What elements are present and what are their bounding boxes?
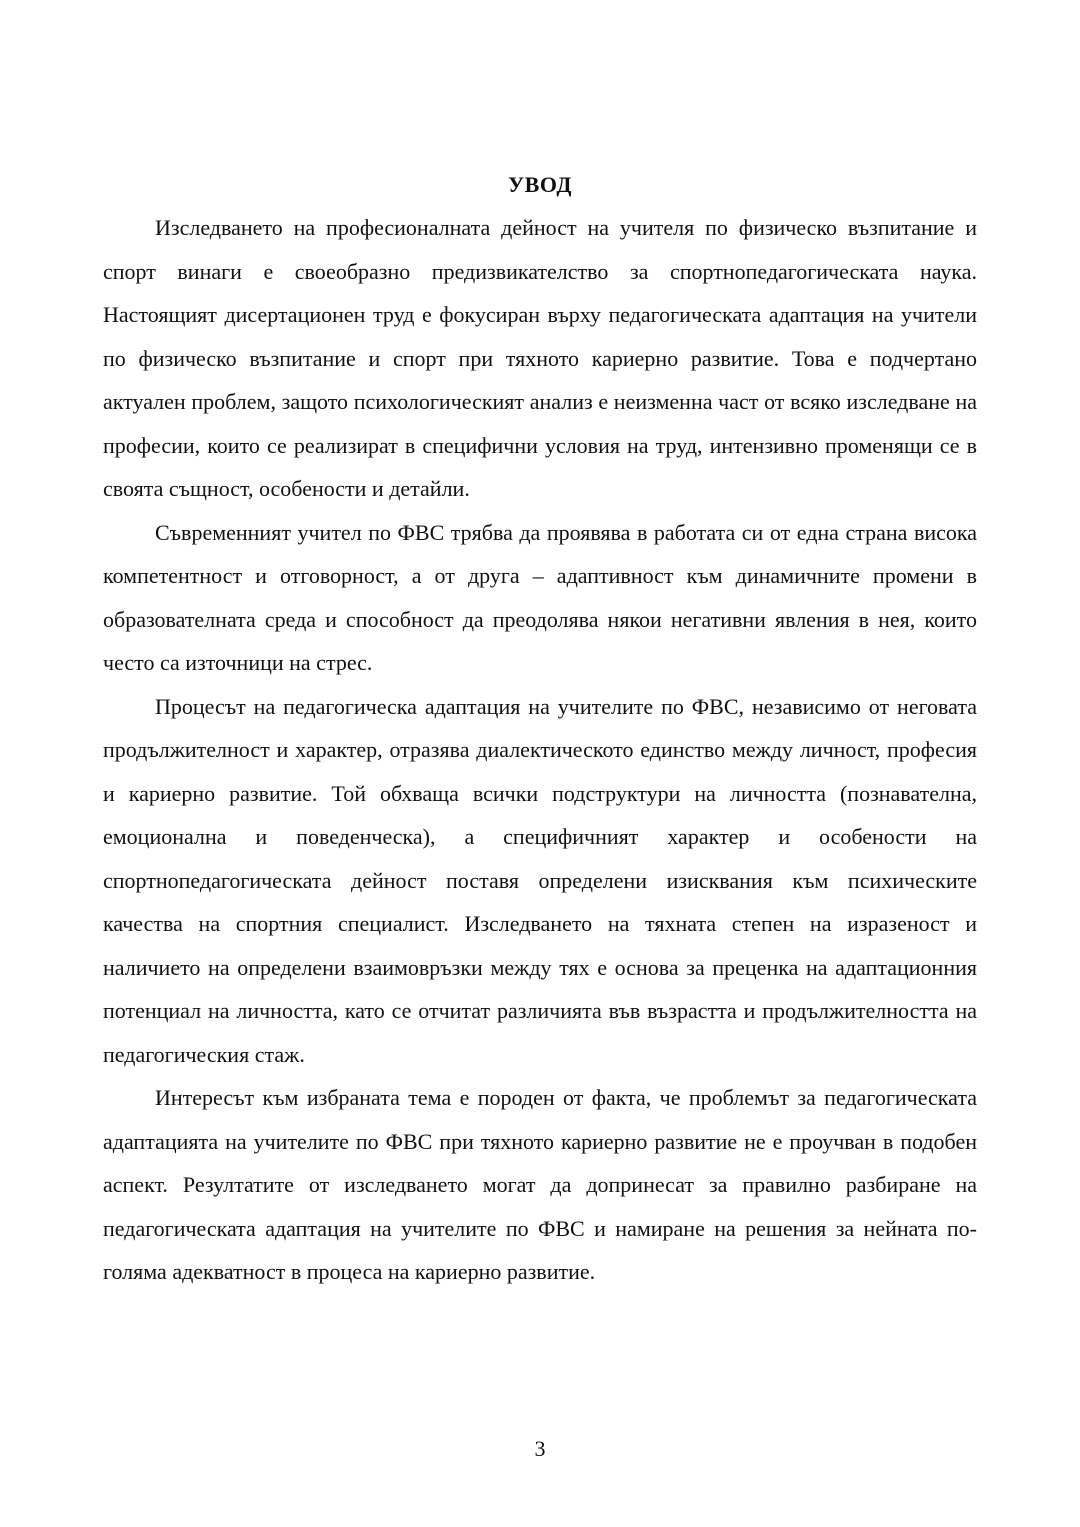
- page-number: 3: [534, 1436, 546, 1461]
- body-text: [103, 206, 977, 1294]
- paragraph: Съвременният учител по ФВС трябва да проявява в работата си от една страна висока компетентност и отговорност, а от друга – адаптивност към динамичните промени в образователната среда и способност да преодолява някои негативни явления в нея, които често са източници на стрес.: [103, 519, 977, 675]
- section-heading: УВОД: [508, 172, 572, 197]
- paragraph: Изследването на професионалната дейност на учителя по физическо възпитание и спорт винаги е своеобразно предизвикателство за спортнопедагогическата наука. Настоящият дисертационен труд е фокусиран върху педагогическата адаптация на учители по физическо възпитание и спорт при тяхното кариерно развитие. Това е подчертано актуален проблем, защото психологическият анализ е неизменна част от всяко изследване на професии, които се реализират в специфични условия на труд, интензивно променящи се в своята същност, особености и детайли.: [103, 215, 977, 501]
- paragraph: Интересът към избраната тема е породен от факта, че проблемът за педагогическата адаптацията на учителите по ФВС при тяхното кариерно развитие не е проучван в подобен аспект. Резултатите от изследването могат да допринесат за правилно разбиране на педагогическата адаптация на учителите по ФВС и намиране на решения за нейната по-голяма адекватност в процеса на кариерно развитие.: [103, 1085, 977, 1284]
- paragraph: Процесът на педагогическа адаптация на учителите по ФВС, независимо от неговата продължителност и характер, отразява диалектическото единство между личност, професия и кариерно развитие. Той обхваща всички подструктури на личността (познавателна, емоционална и поведенческа), а специфичният характер и особености на спортнопедагогическата дейност поставя определени изисквания към психическите качества на спортния специалист. Изследването на тяхната степен на изразеност и наличието на определени взаимовръзки между тях е основа за преценка на адаптационния потенциал на личността, като се отчитат различията във възрастта и продължителността на педагогическия стаж.: [103, 693, 977, 1067]
